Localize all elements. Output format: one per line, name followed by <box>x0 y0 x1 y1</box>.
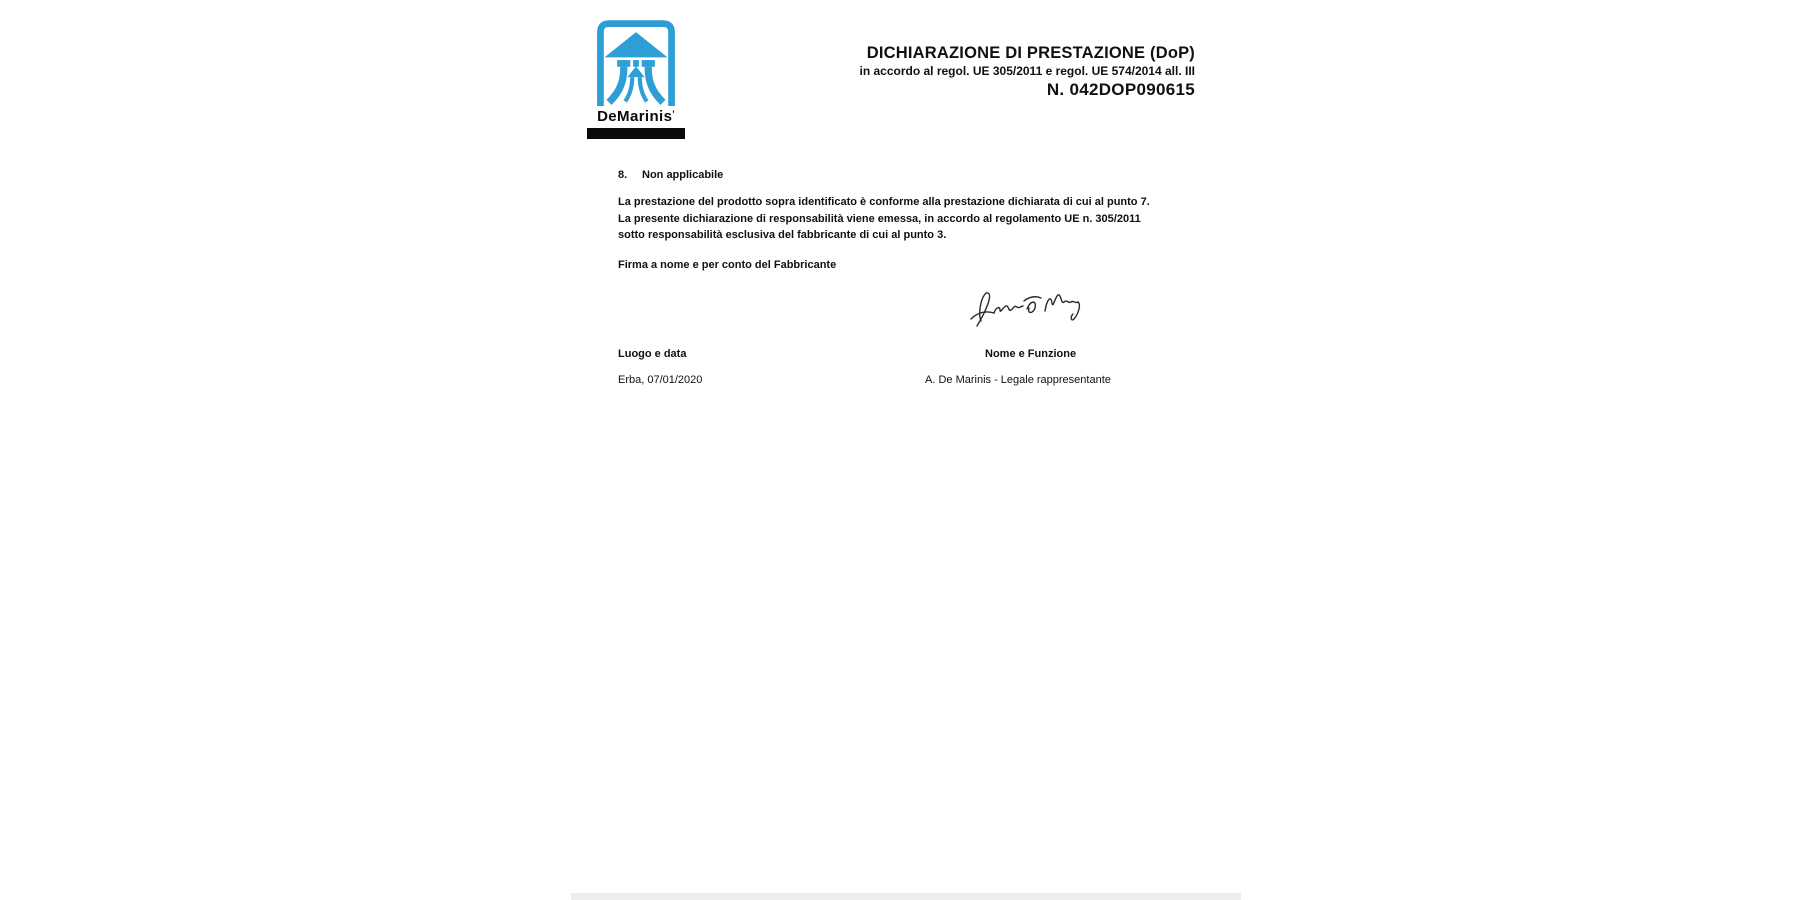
handwritten-signature-image <box>967 281 1083 331</box>
brand-wordmark: DeMarinis' <box>597 108 675 125</box>
declaration-line-1: La prestazione del prodotto sopra identificato è conforme alla prestazione dichiarata di cui al punto 7. <box>618 196 1150 208</box>
place-date-label: Luogo e data <box>618 348 687 360</box>
page-bottom-edge <box>571 893 1241 900</box>
brand-registered-mark: ' <box>672 109 675 119</box>
section-8-heading <box>618 169 723 181</box>
dop-document-page <box>571 0 1241 900</box>
declaration-line-2: La presente dichiarazione di responsabilità viene emessa, in accordo al regolamento UE n. 305/2011 <box>618 212 1141 225</box>
place-date-value: Erba, 07/01/2020 <box>618 374 703 386</box>
document-subtitle: in accordo al regol. UE 305/2011 e regol. UE 574/2014 all. III <box>859 64 1195 78</box>
document-number: N. 042DOP090615 <box>1046 80 1195 99</box>
section-8-label: Non applicabile <box>642 169 724 181</box>
demarinis-house-arrow-icon <box>591 15 681 106</box>
brand-underline-bar <box>587 128 685 139</box>
section-8-number: 8. <box>618 169 628 181</box>
document-header <box>859 44 1195 99</box>
name-function-value: A. De Marinis - Legale rappresentante <box>925 374 1111 386</box>
name-function-label: Nome e Funzione <box>985 348 1077 360</box>
demarinis-logo-block <box>587 15 685 139</box>
signature-caption: Firma a nome e per conto del Fabbricante <box>618 259 837 271</box>
document-title: DICHIARAZIONE DI PRESTAZIONE (DoP) <box>866 44 1195 62</box>
declaration-paragraph <box>618 194 1150 244</box>
declaration-line-3: sotto responsabilità esclusiva del fabbricante di cui al punto 3. <box>618 229 947 241</box>
